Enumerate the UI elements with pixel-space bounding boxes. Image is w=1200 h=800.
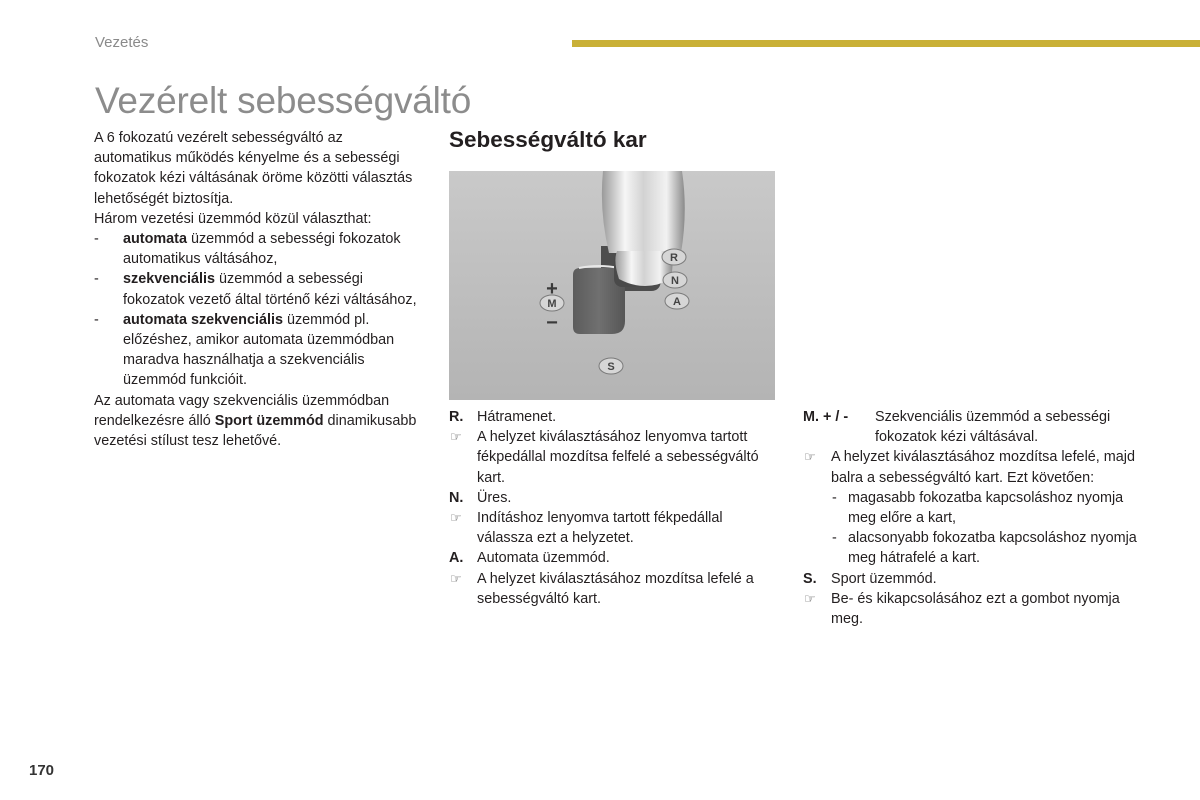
- gear-label-a: A: [673, 296, 681, 308]
- legend-key: M. + / -: [803, 409, 849, 425]
- header-accent-bar: [572, 40, 1200, 47]
- legend-entry-automatic: A. Automata üzemmód.: [449, 548, 779, 568]
- intro-modes-lead: Három vezetési üzemmód közül választhat:: [94, 210, 372, 227]
- pointing-hand-icon: ☞: [804, 449, 816, 465]
- gear-lever-image: [449, 171, 775, 400]
- legend-instruction: ☞ Indításhoz lenyomva tartott fékpedállal válassza ezt a helyzetet.: [450, 510, 723, 547]
- legend-instruction: ☞ A helyzet kiválasztásához mozdítsa lefelé, majd balra a sebességváltó kart. Ezt követően:: [804, 449, 1135, 486]
- legend-entry-reverse: R. Hátramenet.: [449, 407, 779, 427]
- page-number: 170: [29, 762, 55, 779]
- legend-instruction: ☞ A helyzet kiválasztásához lenyomva tartott fékpedállal mozdítsa felfelé a sebességváltó kart.: [450, 429, 759, 486]
- legend-entry-sport: S. Sport üzemmód.: [803, 569, 1143, 589]
- legend-entry-neutral: N. Üres.: [449, 488, 779, 508]
- pointing-hand-icon: ☞: [804, 590, 816, 606]
- legend-key: N.: [449, 489, 464, 506]
- legend-instruction: ☞ A helyzet kiválasztásához mozdítsa lefelé a sebességváltó kart.: [450, 570, 754, 607]
- pointing-hand-icon: ☞: [450, 570, 462, 586]
- gear-label-s: S: [607, 361, 615, 373]
- section-label: Vezetés: [95, 34, 149, 51]
- sport-mode-paragraph: Az automata vagy szekvenciális üzemmódban rendelkezésre álló Sport üzemmód dinamikusabb vezetési stílust tesz lehetővé.: [94, 392, 417, 450]
- mode-item-sequential: - szekvenciális üzemmód a sebességi fokozatok vezető által történő kézi váltásához,: [94, 271, 417, 308]
- shift-down-symbol: −: [546, 312, 558, 334]
- mode-item-auto-sequential: - automata szekvenciális üzemmód pl. előzéshez, amikor automata üzemmódban maradva használhatja a szekvenciális üzemmód funkcióit.: [94, 311, 395, 389]
- legend-key: S.: [803, 570, 817, 587]
- lever-knob: [602, 171, 685, 253]
- intro-text: [94, 128, 424, 451]
- shift-up-symbol: +: [546, 278, 558, 300]
- gear-label-m: M: [547, 298, 557, 310]
- legend-key: A.: [449, 550, 464, 567]
- legend-subitem: - magasabb fokozatba kapcsoláshoz nyomja meg előre a kart,: [832, 489, 1124, 527]
- legend-subitem: - alacsonyabb fokozatba kapcsoláshoz nyomja meg hátrafelé a kart.: [832, 530, 1137, 567]
- legend-left-column: [449, 407, 779, 609]
- mode-list: [94, 229, 424, 391]
- gear-label-n: N: [671, 275, 679, 287]
- section-heading: Sebességváltó kar: [449, 127, 647, 152]
- page-title: Vezérelt sebességváltó: [95, 80, 472, 121]
- intro-paragraph: A 6 fokozatú vezérelt sebességváltó az automatikus működés kényelme és a sebességi fokozatok kézi váltásának öröme közötti választás lehetőségét biztosítja.: [94, 130, 413, 207]
- gear-label-r: R: [670, 252, 678, 264]
- legend-instruction: ☞ Be- és kikapcsolásához ezt a gombot nyomja meg.: [804, 590, 1120, 628]
- mode-item-automatic: - automata üzemmód a sebességi fokozatok automatikus váltásához,: [94, 231, 401, 268]
- legend-key: R.: [449, 409, 464, 425]
- legend-entry-manual: M. + / - Szekvenciális üzemmód a sebességi fokozatok kézi váltásával.: [803, 409, 1111, 446]
- legend-right-column: [803, 407, 1143, 629]
- pointing-hand-icon: ☞: [450, 510, 462, 526]
- pointing-hand-icon: ☞: [450, 429, 462, 445]
